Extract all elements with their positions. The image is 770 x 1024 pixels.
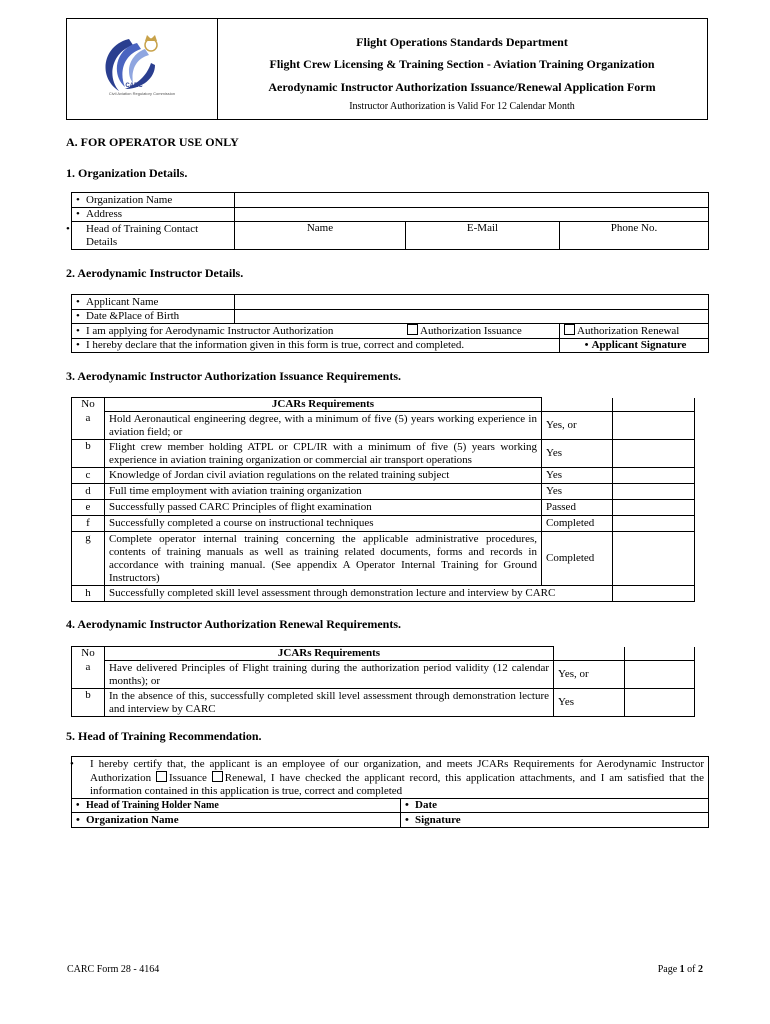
issuance-row-e-text: Successfully passed CARC Principles of flight examination [105, 500, 542, 516]
section-5-title: 5. Head of Training Recommendation. [66, 729, 262, 743]
issuance-row-e-no: e [72, 500, 105, 516]
issuance-row-g-no: g [72, 532, 105, 586]
section-1-title: 1. Organization Details. [66, 166, 188, 180]
issuance-row-h-text: Successfully completed skill level assessment through demonstration lecture and interview by CARC [105, 586, 613, 602]
logo-cell [67, 19, 218, 119]
authorization-issuance-option[interactable]: Authorization Issuance [403, 324, 560, 339]
issuance-row-a-no: a [72, 412, 105, 440]
issuance-row-c-value: Yes [542, 468, 613, 484]
head-of-training-table [71, 756, 709, 828]
issuance-row-g-text: Complete operator internal training concerning the applicable administrative procedures, contents of training manuals as well as training related documents, forms and records in accordance with training manual. (See appendix A Operator Internal Training for Ground Instructors) [105, 532, 542, 586]
page-number: Page 1 of 2 [657, 964, 703, 975]
header-section: Flight Crew Licensing & Training Section - Aviation Training Organization [269, 57, 655, 71]
header-box [66, 18, 708, 120]
section-2-title: 2. Aerodynamic Instructor Details. [66, 266, 244, 280]
issuance-row-h-check[interactable] [613, 586, 695, 602]
renewal-row-a-text: Have delivered Principles of Flight training during the authorization period validity (12 calendar months); or [105, 661, 554, 689]
date-field[interactable]: • Date [401, 799, 709, 813]
issuance-row-d-text: Full time employment with aviation training organization [105, 484, 542, 500]
issuance-row-a-value: Yes, or [542, 412, 613, 440]
instructor-details-table [71, 294, 709, 353]
issuance-row-e-value: Passed [542, 500, 613, 516]
renewal-row-b-value: Yes [554, 689, 625, 717]
issuance-row-d-no: d [72, 484, 105, 500]
renewal-checkbox[interactable] [564, 324, 575, 335]
issuance-row-d-check[interactable] [613, 484, 695, 500]
issuance-row-e-check[interactable] [613, 500, 695, 516]
issuance-row-g-check[interactable] [613, 532, 695, 586]
signature-field[interactable]: • Signature [401, 813, 709, 828]
renewal-row-b-text: In the absence of this, successfully completed skill level assessment through demonstration lecture and interview by CARC [105, 689, 554, 717]
issuance-row-f-no: f [72, 516, 105, 532]
issuance-row-f-check[interactable] [613, 516, 695, 532]
issuance-row-a-check[interactable] [613, 412, 695, 440]
issuance-row-b-value: Yes [542, 440, 613, 468]
organization-name-field[interactable]: • Organization Name [72, 813, 401, 828]
col-no-header: No [72, 398, 105, 412]
applicant-signature-field[interactable]: • Applicant Signature [560, 339, 709, 353]
renewal-requirements-table [71, 646, 695, 717]
issuance-requirements-table [71, 397, 695, 602]
dob-field[interactable] [235, 310, 709, 324]
renewal-col-requirements-header: JCARs Requirements [105, 647, 554, 661]
certification-text: • I hereby certify that, the applicant is an employee of our organization, and meets JCARs Requirements for Aerodynamic Instructor Authorization Issuance Renewal, I have checked the applicant record, this application attachments, and I am satisfied that the information contained in this application is true, correct and completed [72, 757, 709, 799]
col-requirements-header: JCARs Requirements [105, 398, 542, 412]
header-validity: Instructor Authorization is Valid For 12 Calendar Month [349, 101, 575, 112]
header-form-title: Aerodynamic Instructor Authorization Issuance/Renewal Application Form [268, 80, 656, 94]
logo-subtext: Civil Aviation Regulatory Commission [108, 91, 176, 96]
issuance-row-b-check[interactable] [613, 440, 695, 468]
form-number: CARC Form 28 - 4164 [67, 964, 160, 975]
section-a-title: A. FOR OPERATOR USE ONLY [66, 135, 239, 149]
section-4-title: 4. Aerodynamic Instructor Authorization Renewal Requirements. [66, 617, 401, 631]
carc-logo-icon [67, 19, 217, 119]
cert-renewal-checkbox[interactable] [212, 771, 223, 782]
contact-phone-field[interactable]: Phone No. [560, 222, 709, 250]
issuance-row-g-value: Completed [542, 532, 613, 586]
address-field[interactable] [235, 208, 709, 222]
issuance-row-c-no: c [72, 468, 105, 484]
contact-name-field[interactable]: Name [235, 222, 406, 250]
renewal-row-a-no: a [72, 661, 105, 689]
holder-name-field[interactable]: • Head of Training Holder Name [72, 799, 401, 813]
org-name-label: • Organization Name [72, 193, 235, 208]
applying-label: • I am applying for Aerodynamic Instructor Authorization [72, 324, 404, 339]
issuance-row-f-value: Completed [542, 516, 613, 532]
issuance-checkbox[interactable] [407, 324, 418, 335]
cert-issuance-checkbox[interactable] [156, 771, 167, 782]
issuance-row-f-text: Successfully completed a course on instructional techniques [105, 516, 542, 532]
issuance-row-c-check[interactable] [613, 468, 695, 484]
authorization-renewal-option[interactable]: Authorization Renewal [560, 324, 709, 339]
renewal-row-a-value: Yes, or [554, 661, 625, 689]
renewal-row-b-check[interactable] [625, 689, 695, 717]
renewal-row-b-no: b [72, 689, 105, 717]
issuance-row-h-no: h [72, 586, 105, 602]
declaration-text: • I hereby declare that the information given in this form is true, correct and completed. [72, 339, 560, 353]
head-contact-label: • Head of Training Contact Details [72, 222, 235, 250]
renewal-row-a-check[interactable] [625, 661, 695, 689]
logo-text: CARC [125, 83, 143, 89]
issuance-row-d-value: Yes [542, 484, 613, 500]
applicant-name-label: • Applicant Name [72, 295, 235, 310]
renewal-col-no-header: No [72, 647, 105, 661]
issuance-row-a-text: Hold Aeronautical engineering degree, with a minimum of five (5) years working experience in aviation field; or [105, 412, 542, 440]
address-label: • Address [72, 208, 235, 222]
issuance-row-c-text: Knowledge of Jordan civil aviation regulations on the related training subject [105, 468, 542, 484]
issuance-row-b-no: b [72, 440, 105, 468]
contact-email-field[interactable]: E-Mail [406, 222, 560, 250]
section-3-title: 3. Aerodynamic Instructor Authorization Issuance Requirements. [66, 369, 402, 383]
org-name-field[interactable] [235, 193, 709, 208]
issuance-row-b-text: Flight crew member holding ATPL or CPL/IR with a minimum of five (5) years working experience in aviation training organization or commercial air transport operations [105, 440, 542, 468]
organization-details-table [71, 192, 709, 250]
dob-label: • Date &Place of Birth [72, 310, 235, 324]
header-department: Flight Operations Standards Department [356, 35, 568, 49]
applicant-name-field[interactable] [235, 295, 709, 310]
